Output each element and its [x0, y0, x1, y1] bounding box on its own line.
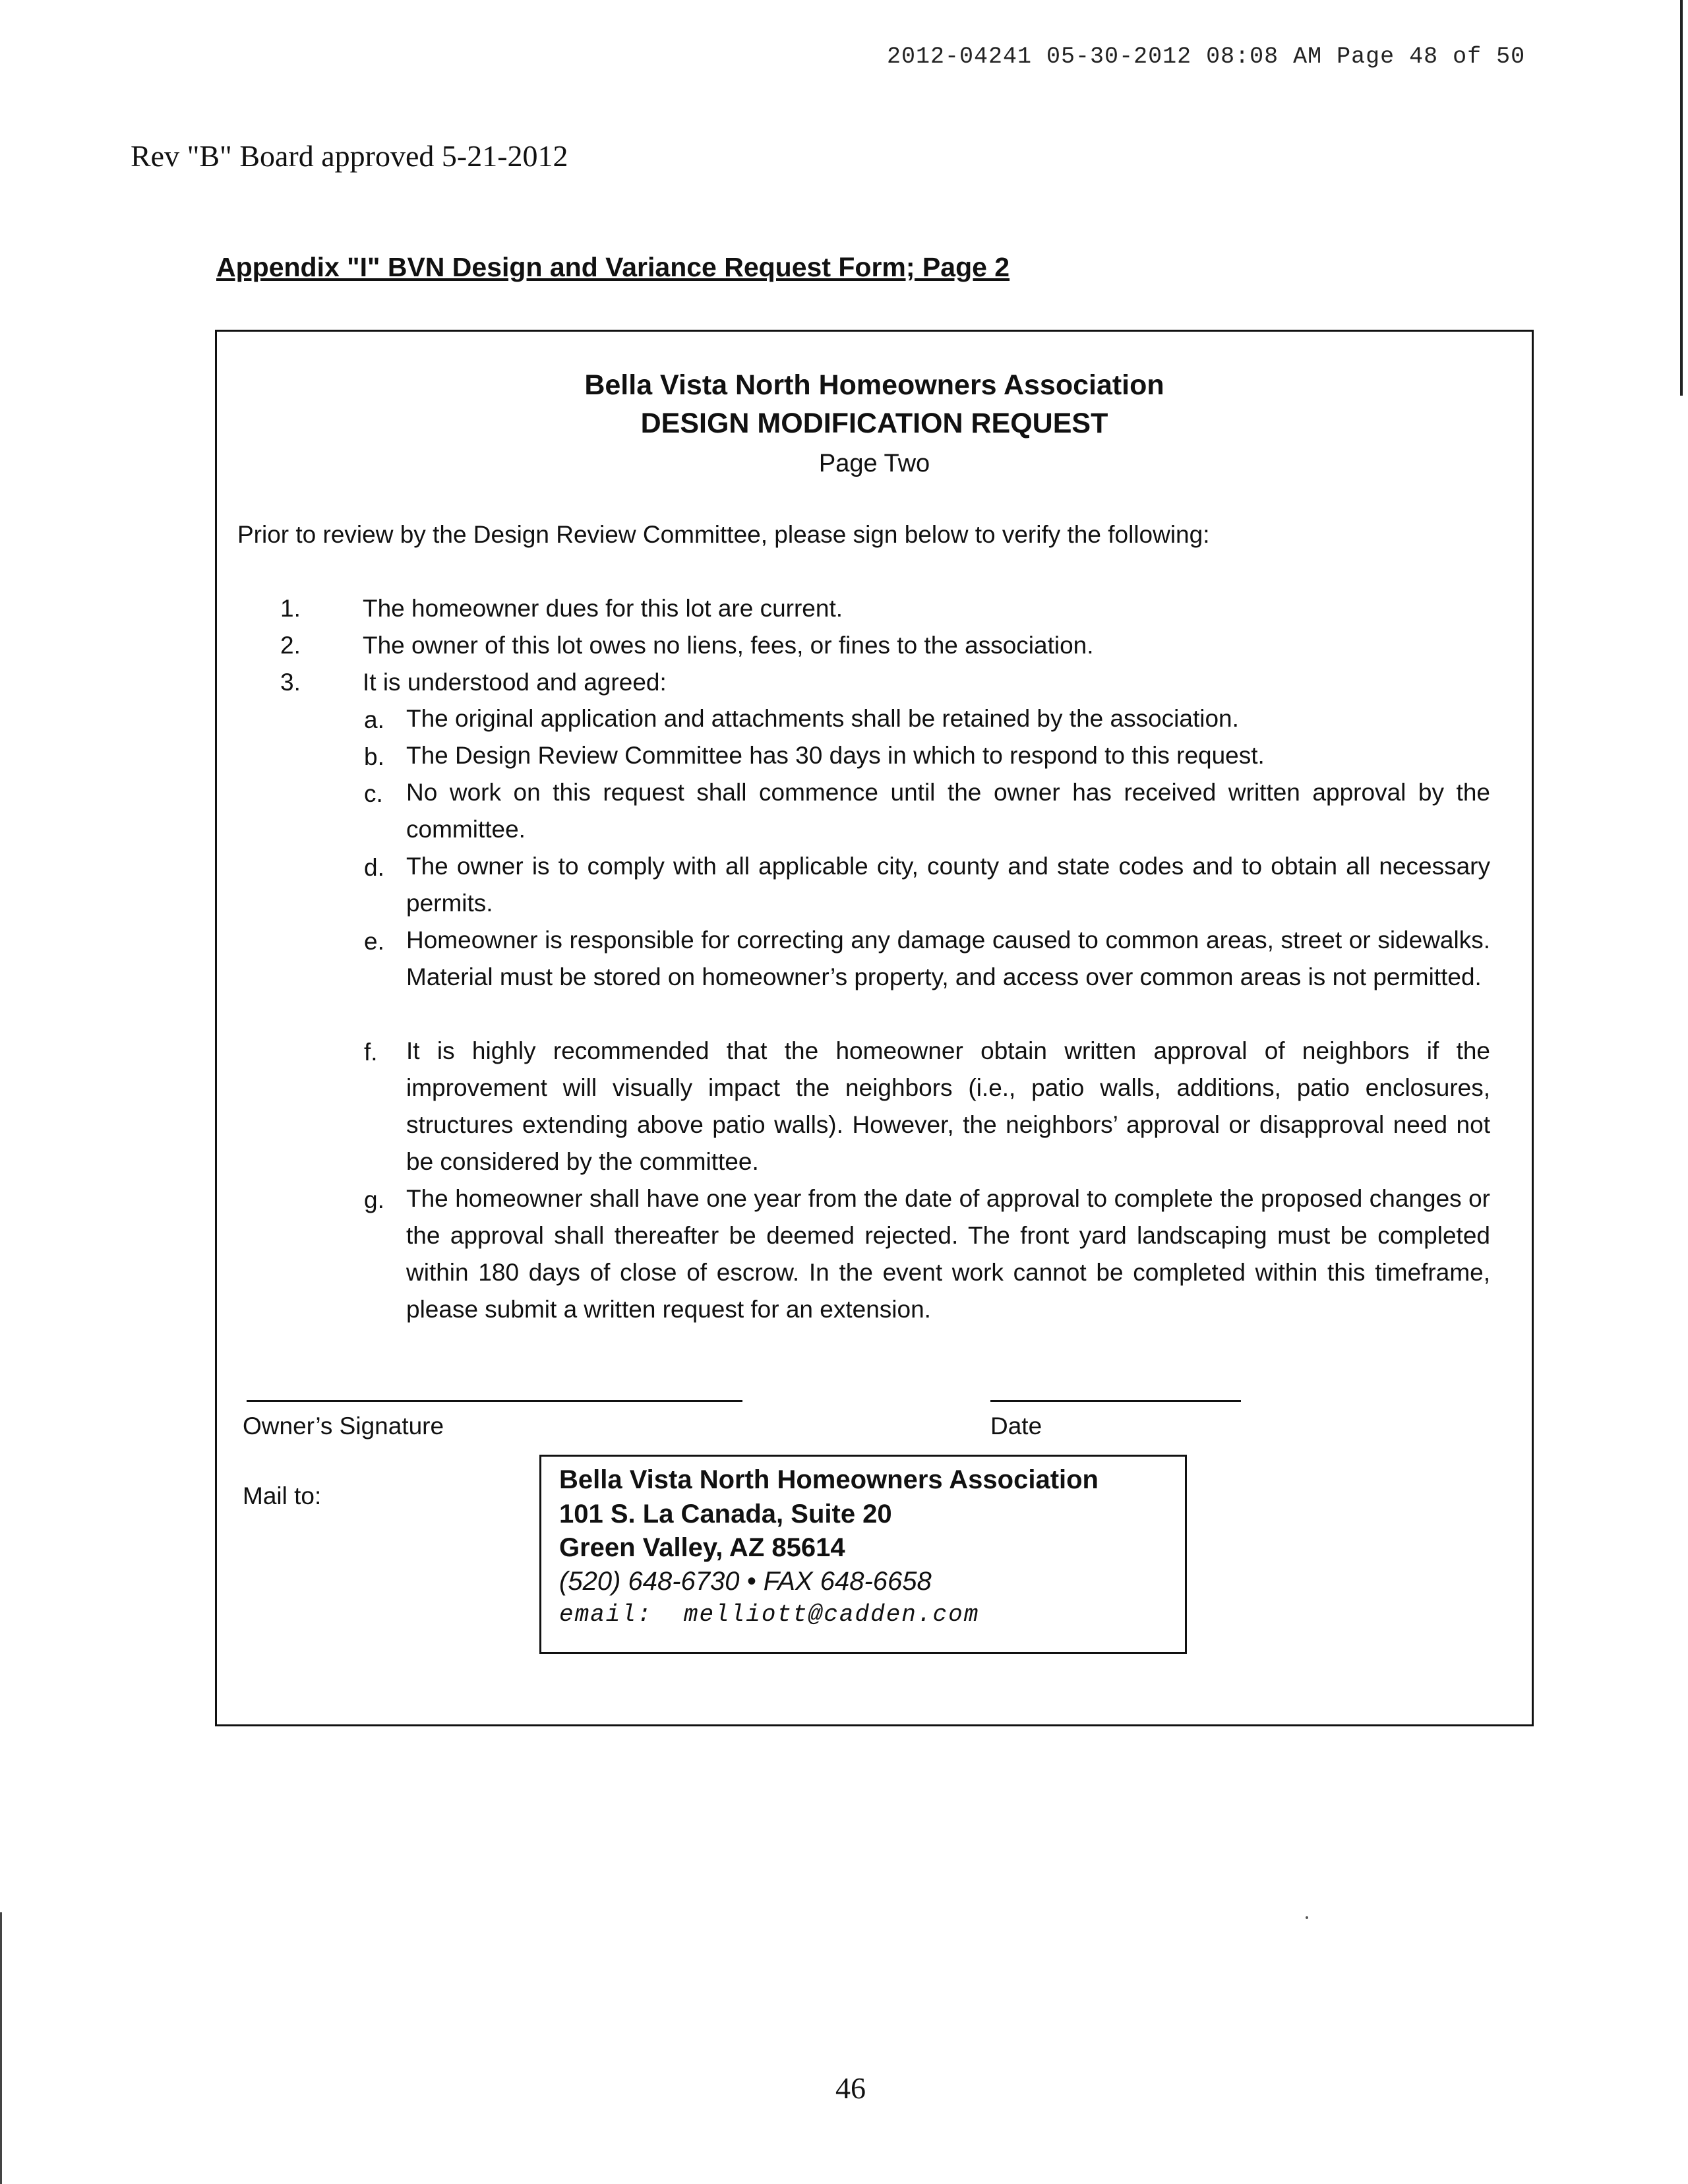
- mail-to-label: Mail to:: [243, 1482, 322, 1509]
- page-number: 46: [835, 2071, 866, 2105]
- mail-email-row: [559, 1601, 979, 1628]
- subitem-letter: f.: [364, 1039, 378, 1066]
- email-label: email:: [559, 1601, 653, 1628]
- subitem-letter: g.: [364, 1186, 384, 1213]
- date-label: Date: [990, 1412, 1042, 1440]
- email-address: melliott@cadden.com: [683, 1601, 980, 1628]
- subitem-letter: d.: [364, 854, 384, 881]
- item-number: 2.: [280, 632, 301, 659]
- subitem-text: The owner is to comply with all applicable city, county and state codes and to obtain all necessary permits.: [406, 853, 1490, 917]
- date-line[interactable]: [990, 1400, 1241, 1402]
- header-stamp: [887, 44, 1540, 70]
- scan-edge-left: [0, 1912, 2, 2184]
- subitem-text: It is highly recommended that the homeowner obtain written approval of neighbors if the improvement will visually impact the neighbors (i.e., patio walls, additions, patio enclosures, structures extending above patio walls). However, the neighbors’ approval or disapproval need not be considered by the committee.: [406, 1037, 1490, 1175]
- doc-number: 2012-04241: [887, 44, 1033, 70]
- subitem-letter: a.: [364, 706, 384, 733]
- item-text: It is understood and agreed:: [363, 669, 667, 696]
- intro-text: Prior to review by the Design Review Committee, please sign below to verify the following:: [237, 521, 1210, 548]
- item-number: 3.: [280, 669, 301, 696]
- stamp-page: Page 48 of 50: [1337, 44, 1526, 70]
- mail-phone: (520) 648-6730 • FAX 648-6658: [559, 1567, 932, 1596]
- item-number: 1.: [280, 595, 301, 622]
- appendix-title: Appendix "I" BVN Design and Variance Request Form; Page 2: [216, 252, 1010, 282]
- subitem-text: The original application and attachments shall be retained by the association.: [406, 705, 1239, 732]
- stamp-date: 05-30-2012: [1046, 44, 1192, 70]
- signature-line[interactable]: [247, 1400, 742, 1402]
- form-title: DESIGN MODIFICATION REQUEST: [640, 408, 1108, 439]
- signature-label: Owner’s Signature: [243, 1412, 444, 1440]
- subitem-letter: b.: [364, 743, 384, 770]
- mail-association-name: Bella Vista North Homeowners Association: [559, 1465, 1099, 1494]
- subitem-text: No work on this request shall commence until the owner has received written approval by the committee.: [406, 779, 1490, 843]
- scan-speck: [1306, 1916, 1308, 1919]
- mail-city: Green Valley, AZ 85614: [559, 1533, 845, 1562]
- association-heading: Bella Vista North Homeowners Association: [584, 369, 1164, 401]
- scan-edge-right: [1680, 0, 1683, 396]
- subitem-text: The Design Review Committee has 30 days in which to respond to this request.: [406, 742, 1265, 769]
- subitem-text: Homeowner is responsible for correcting any damage caused to common areas, street or sidewalks. Material must be stored on homeowner’s property, and access over common areas is not permitted.: [406, 926, 1490, 990]
- item-text: The homeowner dues for this lot are current.: [363, 595, 843, 622]
- mail-street: 101 S. La Canada, Suite 20: [559, 1500, 892, 1529]
- stamp-time: 08:08 AM: [1206, 44, 1323, 70]
- revision-line: Rev "B" Board approved 5-21-2012: [131, 139, 568, 173]
- form-subtitle: Page Two: [818, 450, 930, 477]
- item-text: The owner of this lot owes no liens, fees, or fines to the association.: [363, 632, 1094, 659]
- subitem-text: The homeowner shall have one year from the date of approval to complete the proposed changes or the approval shall thereafter be deemed rejected. The front yard landscaping must be completed within 180 days of close of escrow. In the event work cannot be completed within this timeframe, please submit a written request for an extension.: [406, 1185, 1490, 1323]
- subitem-letter: e.: [364, 928, 384, 955]
- subitem-letter: c.: [364, 780, 383, 807]
